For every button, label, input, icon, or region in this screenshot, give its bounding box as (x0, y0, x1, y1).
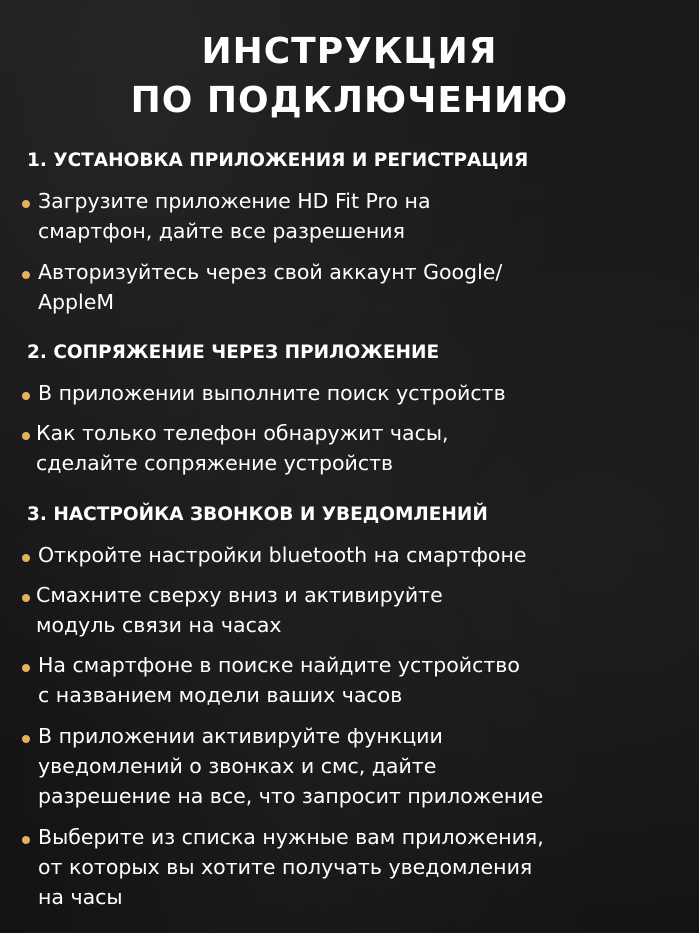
item-text-line: Авторизуйтесь через свой аккаунт Google/ (38, 260, 503, 284)
bullet-icon (22, 271, 30, 279)
page-title-line2: ПО ПОДКЛЮЧЕНИЮ (130, 80, 569, 121)
item-text-line: Как только телефон обнаружит часы, (36, 421, 449, 445)
bullet-icon (22, 432, 30, 440)
item-text-line: Смахните сверху вниз и активируйте (36, 583, 443, 607)
item-text-line: смартфон, дайте все разрешения (38, 219, 405, 243)
item-text-line: от которых вы хотите получать уведомления (38, 855, 533, 879)
item-text-line: В приложении активируйте функции (38, 724, 443, 748)
item-text-line: разрешение на все, что запросит приложение (38, 784, 544, 808)
item-text-line: сделайте сопряжение устройств (36, 451, 394, 475)
page-title-line1: ИНСТРУКЦИЯ (201, 31, 498, 72)
section-1-title: 1. УСТАНОВКА ПРИЛОЖЕНИЯ И РЕГИСТРАЦИЯ (27, 150, 529, 171)
item-text-line: На смартфоне в поиске найдите устройство (38, 653, 520, 677)
item-text-line: с названием модели ваших часов (38, 683, 403, 707)
item-text-line: на часы (38, 885, 123, 909)
item-text-line: Выберите из списка нужные вам приложения, (38, 825, 544, 849)
item-text-line: Загрузите приложение HD Fit Pro на (38, 189, 431, 213)
bullet-icon (22, 554, 30, 562)
item-text-line: В приложении выполните поиск устройств (38, 381, 506, 405)
bullet-icon (22, 836, 30, 844)
bullet-icon (22, 200, 30, 208)
bullet-icon (22, 664, 30, 672)
item-text-line: Откройте настройки bluetooth на смартфоне (38, 543, 527, 567)
item-text-line: уведомлений о звонках и смс, дайте (38, 754, 437, 778)
bullet-icon (22, 392, 30, 400)
bullet-icon (22, 735, 30, 743)
item-text-line: модуль связи на часах (36, 613, 282, 637)
item-text-line: AppleM (38, 290, 115, 314)
bullet-icon (22, 594, 30, 602)
section-3-title: 3. НАСТРОЙКА ЗВОНКОВ И УВЕДОМЛЕНИЙ (27, 504, 488, 525)
section-2-title: 2. СОПРЯЖЕНИЕ ЧЕРЕЗ ПРИЛОЖЕНИЕ (27, 342, 440, 363)
